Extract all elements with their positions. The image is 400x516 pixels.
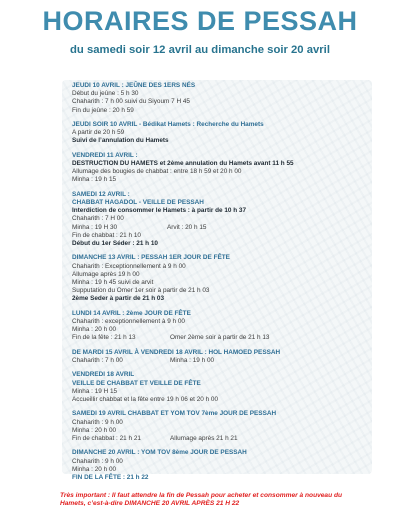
- schedule-line: [72, 326, 372, 334]
- schedule-line: [72, 357, 372, 365]
- block-heading: VEILLE DE CHABBAT ET VEILLE DE FÊTE: [72, 379, 201, 387]
- schedule-line: [72, 396, 372, 404]
- schedule-text: Allumage après 19 h 00: [72, 270, 140, 278]
- block-heading: DE MARDI 15 AVRIL À VENDREDI 18 AVRIL : HOL HAMOED PESSAH: [72, 348, 281, 356]
- schedule-block: [72, 371, 372, 404]
- schedule-text: Fin de chabbat : 21 h 21: [72, 435, 141, 443]
- schedule-text: Début du 1er Séder : 21 h 10: [72, 240, 158, 248]
- schedule-line: [72, 168, 372, 176]
- schedule-line: [72, 279, 372, 287]
- schedule-block: [72, 254, 372, 303]
- block-heading: SAMEDI 12 AVRIL :: [72, 190, 130, 198]
- schedule-list: [72, 82, 372, 488]
- schedule-text: Minha : 20 h 00: [72, 426, 117, 434]
- block-heading: LUNDI 14 AVRIL : 2ème JOUR DE FÊTE: [72, 309, 191, 317]
- schedule-line: [72, 295, 372, 303]
- schedule-text-secondary: Omer 2ème soir à partir de 21 h 13: [170, 334, 270, 342]
- schedule-block: [72, 191, 372, 248]
- schedule-line: [72, 90, 372, 98]
- schedule-text: 2ème Seder à partir de 21 h 03: [72, 295, 165, 303]
- schedule-text: Chaharith : 9 h 00: [72, 457, 123, 465]
- schedule-line: [72, 388, 372, 396]
- schedule-text: Chaharith : exceptionnellement à 9 h 00: [72, 318, 185, 326]
- schedule-text: Fin de la fête : 21 h 13: [72, 334, 136, 342]
- schedule-line: [72, 435, 372, 443]
- schedule-line: [72, 474, 372, 482]
- schedule-text: Minha : 19 h 45 suivi de arvit: [72, 279, 154, 287]
- schedule-line: [72, 232, 372, 240]
- block-heading: VENDREDI 11 AVRIL :: [72, 151, 138, 159]
- schedule-text: Interdiction de consommer le Hamets : à partir de 10 h 37: [72, 207, 247, 215]
- schedule-text-secondary: Minha : 19 h 00: [170, 357, 215, 365]
- schedule-block: [72, 82, 372, 115]
- schedule-line: [72, 207, 372, 215]
- block-heading: VENDREDI 18 AVRIL: [72, 371, 135, 379]
- block-heading: DIMANCHE 13 AVRIL : PESSAH 1ER JOUR DE FÊTE: [72, 254, 230, 262]
- schedule-line: [72, 215, 372, 223]
- schedule-text: Chaharith : 7 h 00 suivi du Siyoum 7 H 45: [72, 98, 190, 106]
- schedule-text: Minha : 20 h 00: [72, 465, 117, 473]
- block-heading: JEUDI SOIR 10 AVRIL - Bédikat Hamets : Recherche du Hamets: [72, 121, 264, 128]
- block-heading: CHABBAT HAGADOL - VEILLE DE PESSAH: [72, 199, 204, 206]
- schedule-block: [72, 349, 372, 365]
- block-heading: DIMANCHE 20 AVRIL : YOM TOV 8ème JOUR DE PESSAH: [72, 449, 247, 457]
- block-heading: JEUDI 10 AVRIL : JEÛNE DES 1ERS NÉS: [72, 82, 196, 89]
- schedule-text: Début du jeûne : 5 h 30: [72, 90, 139, 98]
- schedule-text: Minha : 19 H 15: [72, 387, 118, 395]
- schedule-block: [72, 121, 372, 146]
- schedule-line: [72, 98, 372, 106]
- schedule-line: [72, 240, 372, 248]
- schedule-text: Fin de chabbat : 21 h 10: [72, 231, 141, 239]
- date-range-subtitle: du samedi soir 12 avril au dimanche soir 20 avril: [70, 44, 330, 56]
- important-notice: Très important : Il faut attendre la fin de Pessah pour acheter et consommer à nouveau du Hamets, c’est-à-dire DIMANCHE 20 AVRIL APRÈS 21 H 22: [60, 491, 343, 507]
- schedule-text: Fin du jeûne : 20 h 59: [72, 106, 134, 114]
- schedule-block: [72, 410, 372, 443]
- schedule-text: DESTRUCTION DU HAMETS et 2ème annulation du Hamets avant 11 h 55: [72, 160, 294, 167]
- block-heading: SAMEDI 19 AVRIL CHABBAT ET YOM TOV 7ème JOUR DE PESSAH: [72, 410, 277, 418]
- schedule-line: [72, 137, 372, 145]
- schedule-line: [72, 129, 372, 137]
- schedule-line: [72, 419, 372, 427]
- schedule-text: Minha : 19 h 15: [72, 176, 117, 184]
- schedule-block: [72, 449, 372, 482]
- schedule-text: Chaharith : Exceptionnellement à 9 h 00: [72, 262, 186, 270]
- schedule-line: [72, 334, 372, 342]
- schedule-line: [72, 427, 372, 435]
- page-title: HORAIRES DE PESSAH: [42, 6, 358, 36]
- schedule-line: [72, 107, 372, 115]
- schedule-line: [72, 318, 372, 326]
- schedule-text: Minha : 20 h 00: [72, 326, 117, 334]
- schedule-line: [72, 160, 372, 168]
- schedule-block: [72, 310, 372, 343]
- schedule-text: FIN DE LA FÊTE : 21 h 22: [72, 474, 149, 482]
- schedule-text: Supputation du Omer 1er soir à partir de 21 h 03: [72, 287, 210, 295]
- schedule-block: [72, 152, 372, 185]
- schedule-line: [72, 271, 372, 279]
- schedule-text-secondary: Arvit : 20 h 15: [167, 223, 207, 231]
- schedule-text-secondary: Allumage après 21 h 21: [170, 435, 238, 443]
- schedule-text: Minha : 19 H 30: [72, 223, 118, 231]
- schedule-text: Chaharith : 9 h 00: [72, 418, 123, 426]
- schedule-text: Chaharith : 7 H 00: [72, 215, 124, 223]
- schedule-text: Accueillir chabbat et la fête entre 19 h 06 et 20 h 00: [72, 396, 219, 404]
- schedule-text: Chaharith : 7 h 00: [72, 357, 123, 365]
- schedule-text: Suivi de l’annulation du Hamets: [72, 137, 169, 145]
- schedule-line: [72, 263, 372, 271]
- schedule-line: [72, 458, 372, 466]
- schedule-line: [72, 224, 372, 232]
- schedule-text: A partir de 20 h 59: [72, 129, 125, 137]
- schedule-line: [72, 466, 372, 474]
- schedule-line: [72, 176, 372, 184]
- schedule-text: Allumage des bougies de chabbat : entre 18 h 59 et 20 h 00: [72, 168, 242, 176]
- schedule-line: [72, 287, 372, 295]
